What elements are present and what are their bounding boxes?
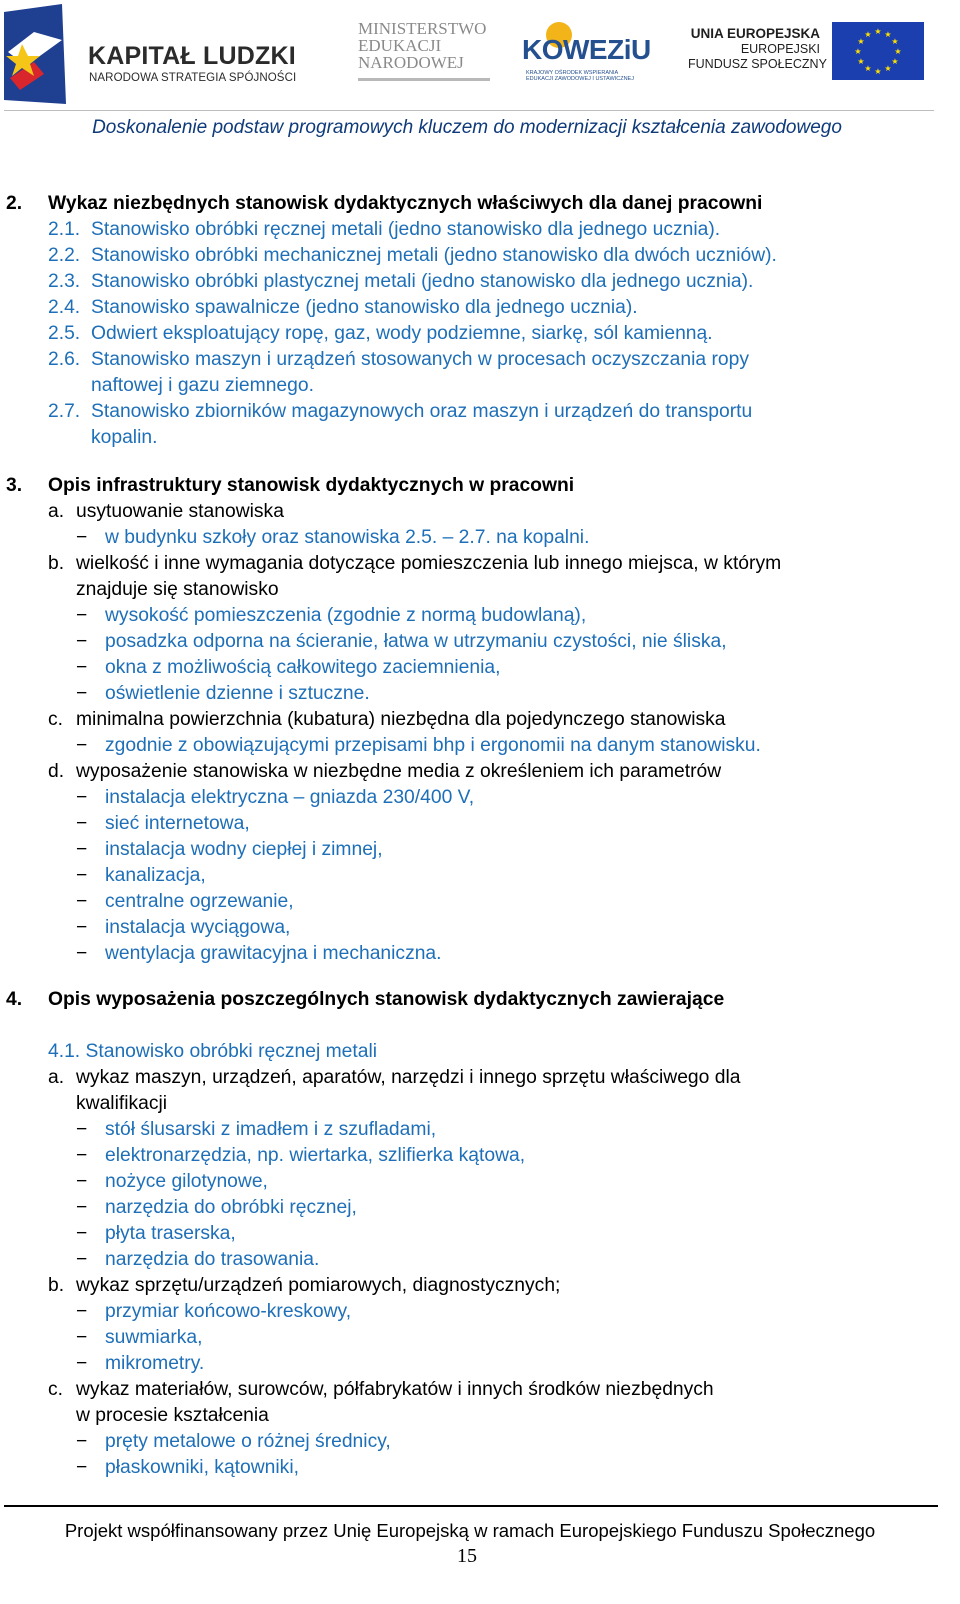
dash-bullet: − xyxy=(76,1171,88,1192)
item-2-1-text: Stanowisko obróbki ręcznej metali (jedno stanowisko dla jednego ucznia). xyxy=(91,219,721,240)
kapital-ludzki-subtitle: NARODOWA STRATEGIA SPÓJNOŚCI xyxy=(89,72,297,84)
footer-divider xyxy=(4,1505,938,1507)
dash-bullet: − xyxy=(76,657,88,678)
item-2-7-text: Stanowisko zbiorników magazynowych oraz maszyn i urządzeń do transportu xyxy=(91,401,753,422)
eu-flag-icon xyxy=(832,22,924,80)
bullet-4a-5: płyta traserska, xyxy=(105,1223,236,1244)
bullet-3d-2: sieć internetowa, xyxy=(105,813,250,834)
dash-bullet: − xyxy=(76,865,88,886)
subsection-4a-text: wykaz maszyn, urządzeń, aparatów, narzędzi i innego sprzętu właściwego dla xyxy=(76,1067,741,1088)
bullet-4a-2: elektronarzędzia, np. wiertarka, szlifierka kątowa, xyxy=(105,1145,526,1166)
dash-bullet: − xyxy=(76,891,88,912)
bullet-4a-1: stół ślusarski z imadłem i z szufladami, xyxy=(105,1119,437,1140)
bullet-3d-7: wentylacja grawitacyjna i mechaniczna. xyxy=(105,943,442,964)
ministry-underline xyxy=(358,78,490,81)
dash-bullet: − xyxy=(76,1119,88,1140)
bullet-3d-3: instalacja wodny ciepłej i zimnej, xyxy=(105,839,383,860)
dash-bullet: − xyxy=(76,631,88,652)
subsection-4c-letter: c. xyxy=(48,1379,63,1400)
svg-text:★: ★ xyxy=(874,27,882,36)
subsection-4b-text: wykaz sprzętu/urządzeń pomiarowych, diagnostycznych; xyxy=(76,1275,561,1296)
svg-text:★: ★ xyxy=(884,64,892,73)
koweziu-subtitle-line-1: KRAJOWY OŚRODEK WSPIERANIA xyxy=(526,70,619,76)
bullet-4a-6: narzędzia do trasowania. xyxy=(105,1249,320,1270)
bullet-4a-3: nożyce gilotynowe, xyxy=(105,1171,268,1192)
kapital-ludzki-flag-icon xyxy=(4,4,66,104)
subsection-3b-letter: b. xyxy=(48,553,65,574)
bullet-4b-2: suwmiarka, xyxy=(105,1327,203,1348)
item-2-2-number: 2.2. xyxy=(48,245,81,266)
dash-bullet: − xyxy=(76,1457,88,1478)
svg-text:★: ★ xyxy=(857,37,865,46)
dash-bullet: − xyxy=(76,943,88,964)
svg-text:★: ★ xyxy=(857,57,865,66)
dash-bullet: − xyxy=(76,839,88,860)
item-2-3-number: 2.3. xyxy=(48,271,81,292)
dash-bullet: − xyxy=(76,1327,88,1348)
bullet-3c-1: zgodnie z obowiązującymi przepisami bhp i ergonomii na danym stanowisku. xyxy=(105,735,761,756)
svg-text:★: ★ xyxy=(884,30,892,39)
eu-social-fund-logo xyxy=(688,22,928,82)
item-2-3-text: Stanowisko obróbki plastycznej metali (jedno stanowisko dla jednego ucznia). xyxy=(91,271,754,292)
subsection-4c-text-cont: w procesie kształcenia xyxy=(76,1405,269,1426)
item-2-2-text: Stanowisko obróbki mechanicznej metali (jedno stanowisko dla dwóch uczniów). xyxy=(91,245,777,266)
bullet-4b-3: mikrometry. xyxy=(105,1353,205,1374)
bullet-3a-1: w budynku szkoły oraz stanowiska 2.5. – 2.7. na kopalni. xyxy=(105,527,590,548)
item-2-6-text: Stanowisko maszyn i urządzeń stosowanych w procesach oczyszczania ropy xyxy=(91,349,750,370)
koweziu-logo xyxy=(522,16,651,86)
section-4-title: Opis wyposażenia poszczególnych stanowisk dydaktycznych zawierające xyxy=(48,989,725,1010)
item-2-4-text: Stanowisko spawalnicze (jedno stanowisko dla jednego ucznia). xyxy=(91,297,638,318)
item-2-5-text: Odwiert eksploatujący ropę, gaz, wody podziemne, siarkę, sól kamienną. xyxy=(91,323,713,344)
subsection-3c-letter: c. xyxy=(48,709,63,730)
item-2-7-text-cont: kopalin. xyxy=(91,427,158,448)
bullet-3b-4: oświetlenie dzienne i sztuczne. xyxy=(105,683,370,704)
svg-text:★: ★ xyxy=(891,37,899,46)
bullet-3d-5: centralne ogrzewanie, xyxy=(105,891,294,912)
subsection-3a-letter: a. xyxy=(48,501,65,522)
svg-text:★: ★ xyxy=(874,67,882,76)
item-2-6-text-cont: naftowej i gazu ziemnego. xyxy=(91,375,314,396)
section-3-number: 3. xyxy=(6,475,23,496)
dash-bullet: − xyxy=(76,813,88,834)
page-header xyxy=(0,0,960,110)
ministry-line-3: NARODOWEJ xyxy=(358,53,464,72)
dash-bullet: − xyxy=(76,787,88,808)
bullet-3b-2: posadzka odporna na ścieranie, łatwa w utrzymaniu czystości, nie śliska, xyxy=(105,631,727,652)
svg-text:★: ★ xyxy=(854,47,862,56)
dash-bullet: − xyxy=(76,735,88,756)
subsection-4b-letter: b. xyxy=(48,1275,65,1296)
bullet-3d-1: instalacja elektryczna – gniazda 230/400 V, xyxy=(105,787,475,808)
ministry-line-1: MINISTERSTWO xyxy=(358,19,487,38)
bullet-4a-4: narzędzia do obróbki ręcznej, xyxy=(105,1197,357,1218)
dash-bullet: − xyxy=(76,1353,88,1374)
bullet-3d-4: kanalizacja, xyxy=(105,865,206,886)
section-2-number: 2. xyxy=(6,193,23,214)
svg-text:★: ★ xyxy=(864,30,872,39)
subsection-3a-text: usytuowanie stanowiska xyxy=(76,501,284,522)
subsection-3c-text: minimalna powierzchnia (kubatura) niezbędna dla pojedynczego stanowiska xyxy=(76,709,726,730)
kapital-ludzki-logo xyxy=(4,4,304,104)
subsection-3d-text: wyposażenie stanowiska w niezbędne media z określeniem ich parametrów xyxy=(76,761,722,782)
dash-bullet: − xyxy=(76,1431,88,1452)
item-2-5-number: 2.5. xyxy=(48,323,81,344)
page-number: 15 xyxy=(457,1545,477,1567)
section-4-number: 4. xyxy=(6,989,23,1010)
svg-text:★: ★ xyxy=(891,57,899,66)
footer-text: Projekt współfinansowany przez Unię Europejską w ramach Europejskiego Funduszu Społecznego xyxy=(64,1520,876,1541)
dash-bullet: − xyxy=(76,1197,88,1218)
subsection-3b-text: wielkość i inne wymagania dotyczące pomieszczenia lub innego miejsca, w którym xyxy=(76,553,782,574)
subsection-4a-letter: a. xyxy=(48,1067,65,1088)
dash-bullet: − xyxy=(76,605,88,626)
dash-bullet: − xyxy=(76,1301,88,1322)
dash-bullet: − xyxy=(76,1249,88,1270)
dash-bullet: − xyxy=(76,917,88,938)
dash-bullet: − xyxy=(76,527,88,548)
koweziu-name: KOWEZiU xyxy=(522,34,651,65)
subsection-4a-text-cont: kwalifikacji xyxy=(76,1093,168,1114)
section-2-title: Wykaz niezbędnych stanowisk dydaktycznych właściwych dla danej pracowni xyxy=(48,193,763,214)
subsection-3d-letter: d. xyxy=(48,761,65,782)
section-3-title: Opis infrastruktury stanowisk dydaktycznych w pracowni xyxy=(48,475,575,496)
bullet-4c-2: płaskowniki, kątowniki, xyxy=(105,1457,299,1478)
bullet-3b-1: wysokość pomieszczenia (zgodnie z normą budowlaną), xyxy=(105,605,587,626)
subsection-3b-text-cont: znajduje się stanowisko xyxy=(76,579,279,600)
svg-text:★: ★ xyxy=(864,64,872,73)
header-divider xyxy=(4,110,934,111)
dash-bullet: − xyxy=(76,683,88,704)
bullet-3b-3: okna z możliwością całkowitego zaciemnienia, xyxy=(105,657,501,678)
svg-text:★: ★ xyxy=(894,47,902,56)
bullet-4c-1: pręty metalowe o różnej średnicy, xyxy=(105,1431,391,1452)
koweziu-subtitle-line-2: EDUKACJI ZAWODOWEJ I USTAWICZNEJ xyxy=(526,76,634,82)
dash-bullet: − xyxy=(76,1145,88,1166)
item-2-1-number: 2.1. xyxy=(48,219,81,240)
eu-line-3: FUNDUSZ SPOŁECZNY xyxy=(688,57,827,71)
subsection-4c-text: wykaz materiałów, surowców, półfabrykatów i innych środków niezbędnych xyxy=(76,1379,714,1400)
item-2-7-number: 2.7. xyxy=(48,401,81,422)
dash-bullet: − xyxy=(76,1223,88,1244)
bullet-4b-1: przymiar końcowo-kreskowy, xyxy=(105,1301,352,1322)
eu-text xyxy=(688,26,827,72)
koweziu-subtitle xyxy=(526,70,634,82)
eu-line-1: UNIA EUROPEJSKA xyxy=(690,26,820,41)
document-subtitle: Doskonalenie podstaw programowych kluczem do modernizacji kształcenia zawodowego xyxy=(92,117,842,138)
ministry-line-2: EDUKACJI xyxy=(358,36,442,55)
item-2-4-number: 2.4. xyxy=(48,297,81,318)
item-2-6-number: 2.6. xyxy=(48,349,81,370)
kapital-ludzki-title: KAPITAŁ LUDZKI xyxy=(88,42,296,70)
bullet-3d-6: instalacja wyciągowa, xyxy=(105,917,291,938)
eu-line-2: EUROPEJSKI xyxy=(740,42,820,56)
item-4-1-heading: 4.1. Stanowisko obróbki ręcznej metali xyxy=(48,1041,378,1062)
ministry-of-education-logo xyxy=(358,20,508,82)
